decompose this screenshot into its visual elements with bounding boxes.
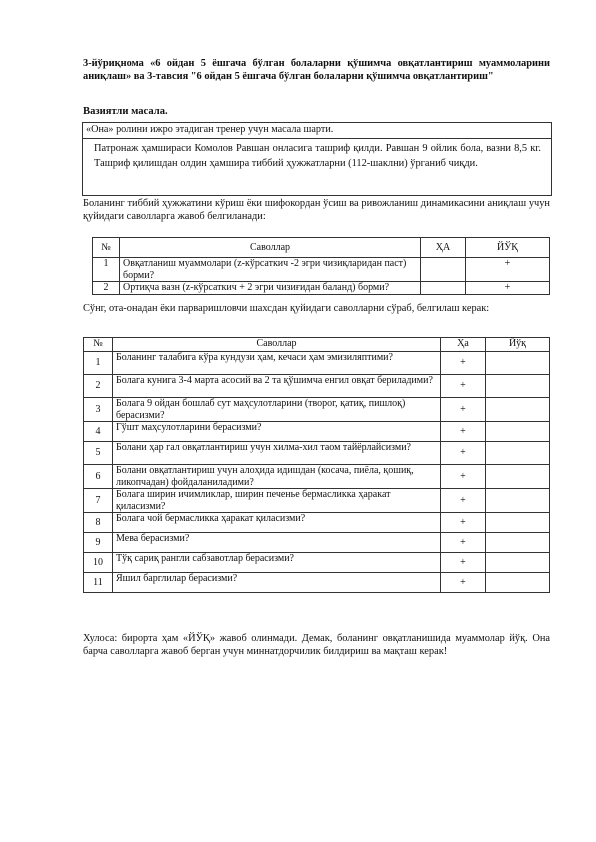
case-subheading: Вазиятли масала. [83, 106, 168, 117]
col-yes-header: ҲА [421, 238, 466, 258]
row-question: Болага чой бермасликка ҳаракат қиласизми? [113, 513, 441, 533]
row-question: Ортиқча вазн (z-кўрсаткич + 2 эгри чизиғидан баланд) борми? [120, 282, 421, 295]
row-number: 8 [84, 513, 113, 533]
row-number: 2 [93, 282, 120, 295]
row-yes: + [441, 553, 486, 573]
row-no [486, 352, 550, 375]
col-question-header: Саволлар [113, 338, 441, 352]
table-row [84, 489, 550, 513]
table-row [84, 398, 550, 422]
row-number: 1 [93, 258, 120, 282]
row-question: Гўшт маҳсулотларини берасизми? [113, 422, 441, 442]
table-row [84, 465, 550, 489]
table-header-row [93, 238, 550, 258]
col-no-header: Йўқ [486, 338, 550, 352]
row-yes: + [441, 422, 486, 442]
table-row [84, 553, 550, 573]
table-row [84, 573, 550, 593]
row-number: 9 [84, 533, 113, 553]
table-row [84, 375, 550, 398]
document-heading: 3-йўриқнома «6 ойдан 5 ёшгача бўлган болаларни қўшимча овқатлантириш муаммоларини аниқлаш» ва 3-тавсия "6 ойдан 5 ёшгача бўлган болаларни қўшимча овқатлантириш" [83, 58, 550, 82]
row-question: Мева берасизми? [113, 533, 441, 553]
table-row [84, 533, 550, 553]
row-number: 5 [84, 442, 113, 465]
records-questions-table [92, 237, 550, 295]
row-no [486, 465, 550, 489]
table-row [84, 513, 550, 533]
task-body: Патронаж ҳамшираси Комолов Равшан онласига ташриф қилди. Равшан 9 ойлик бола, вазни 8,5 кг. Ташриф қилишдан олдин ҳамшира тиббий ҳужжатларни (112-шаклни) ўрганиб чиқди. [94, 143, 541, 169]
parent-questions-table [83, 337, 550, 593]
col-yes-header: Ҳа [441, 338, 486, 352]
row-yes: + [441, 533, 486, 553]
table-row [93, 282, 550, 295]
parent-questions-paragraph: Сўнг, ота-онадан ёки парваришловчи шахсдан қуйидаги саволларни сўраб, белгилаш керак: [83, 303, 490, 314]
row-yes [421, 282, 466, 295]
row-no [486, 398, 550, 422]
table-row [84, 442, 550, 465]
table-row [84, 352, 550, 375]
row-yes: + [441, 398, 486, 422]
row-question: Болага ширин ичимликлар, ширин печенье бермасликка ҳаракат қиласизми? [113, 489, 441, 513]
table-row [84, 422, 550, 442]
row-yes: + [441, 489, 486, 513]
row-number: 2 [84, 375, 113, 398]
row-no [486, 422, 550, 442]
conclusion-paragraph: Хулоса: бирорта ҳам «ЙЎҚ» жавоб олинмади. Демак, боланинг овқатланишида муаммолар йўқ. Она барча саволларга жавоб берган учун миннатдорчилик билдириш ва мақташ керак! [83, 633, 550, 657]
row-number: 1 [84, 352, 113, 375]
row-number: 7 [84, 489, 113, 513]
row-yes: + [441, 465, 486, 489]
row-yes: + [441, 573, 486, 593]
row-question: Яшил барглилар берасизми? [113, 573, 441, 593]
table-row [93, 258, 550, 282]
row-no: + [466, 258, 550, 282]
row-yes: + [441, 352, 486, 375]
table-header-row [84, 338, 550, 352]
row-no [486, 573, 550, 593]
row-question: Овқатланиш муаммолари (z-кўрсаткич -2 эгри чизиқларидан паст) борми? [120, 258, 421, 282]
row-question: Болани овқатлантириш учун алоҳида идишдан (косача, пиёла, қошиқ, ликопчадан) фойдаланиладими? [113, 465, 441, 489]
row-question: Тўқ сариқ рангли сабзавотлар берасизми? [113, 553, 441, 573]
row-no [486, 553, 550, 573]
row-no [486, 375, 550, 398]
col-no-header: ЙЎҚ [466, 238, 550, 258]
row-no [486, 513, 550, 533]
row-number: 11 [84, 573, 113, 593]
col-number-header: № [84, 338, 113, 352]
row-number: 10 [84, 553, 113, 573]
row-no: + [466, 282, 550, 295]
row-question: Боланинг талабига кўра кундузи ҳам, кечаси ҳам эмизиляптими? [113, 352, 441, 375]
col-question-header: Саволлар [120, 238, 421, 258]
intro-paragraph: Боланинг тиббий ҳужжатини кўриш ёки шифокордан ўсиш ва ривожланиш динамикасини аниқлаш учун қуйидаги саволларга жавоб белгиланади: [83, 198, 550, 222]
row-number: 4 [84, 422, 113, 442]
task-box [82, 122, 552, 196]
col-number-header: № [93, 238, 120, 258]
row-number: 3 [84, 398, 113, 422]
row-question: Болага 9 ойдан бошлаб сут маҳсулотларини (творог, қатиқ, пишлоқ) берасизми? [113, 398, 441, 422]
task-title: «Она» ролини ижро этадиган тренер учун масала шарти. [86, 124, 334, 135]
row-number: 6 [84, 465, 113, 489]
row-no [486, 489, 550, 513]
row-yes: + [441, 375, 486, 398]
row-yes [421, 258, 466, 282]
task-divider [83, 138, 551, 139]
row-question: Болага кунига 3-4 марта асосий ва 2 та қўшимча енгил овқат бериладими? [113, 375, 441, 398]
row-yes: + [441, 513, 486, 533]
row-yes: + [441, 442, 486, 465]
row-question: Болани ҳар гал овқатлантириш учун хилма-хил таом тайёрлайсизми? [113, 442, 441, 465]
row-no [486, 442, 550, 465]
row-no [486, 533, 550, 553]
